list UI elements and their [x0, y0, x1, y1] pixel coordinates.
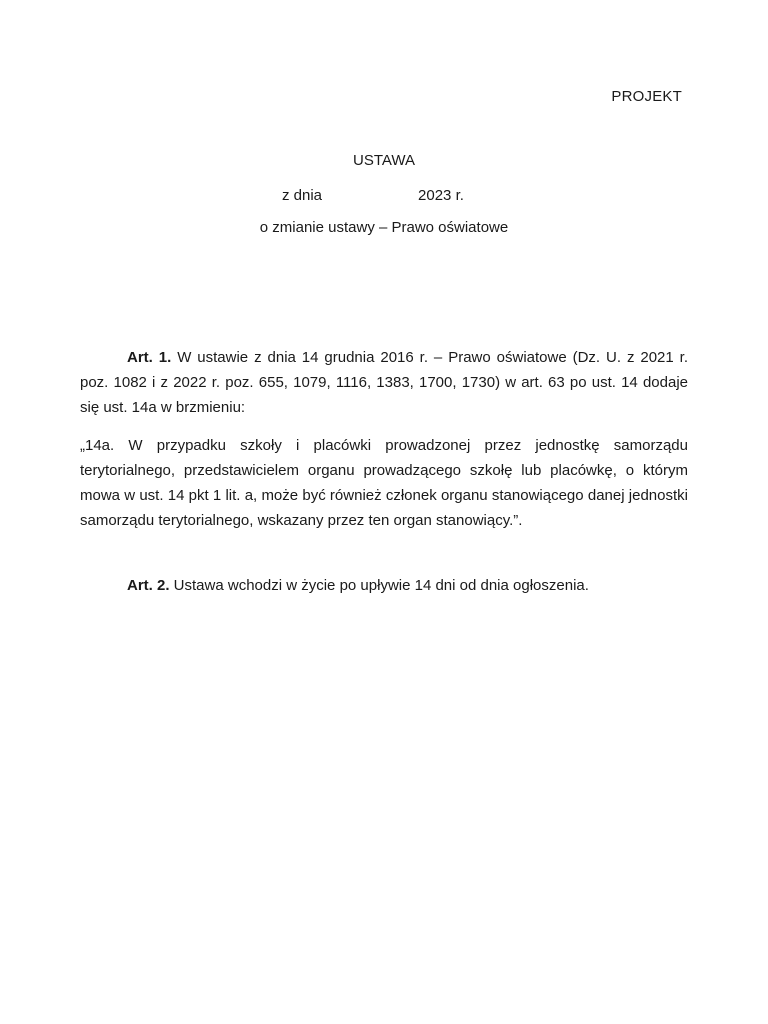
- date-line: [282, 187, 464, 204]
- document-title-text: USTAWA: [353, 152, 415, 169]
- document-subject: o zmianie ustawy – Prawo oświatowe: [259, 219, 509, 236]
- article-2-label: Art. 2.: [127, 577, 170, 594]
- article-2-text: Ustawa wchodzi w życie po upływie 14 dni od dnia ogłoszenia.: [169, 577, 589, 594]
- article-2: [80, 573, 688, 598]
- date-year: 2023 r.: [418, 187, 464, 204]
- article-1-label: Art. 1.: [127, 349, 172, 366]
- date-prefix: z dnia: [282, 187, 323, 204]
- document-title: [0, 152, 768, 169]
- draft-label: PROJEKT: [611, 88, 682, 105]
- article-1: [80, 345, 688, 420]
- article-1-text: W ustawie z dnia 14 grudnia 2016 r. – Prawo oświatowe (Dz. U. z 2021 r. poz. 1082 i z 2022 r. poz. 655, 1079, 1116, 1383, 1700, 1730) w art. 63 po ust. 14 dodaje się ust. 14a w brzmieniu:: [80, 349, 689, 416]
- article-1-quote: „14a. W przypadku szkoły i placówki prowadzonej przez jednostkę samorządu terytorialnego, przedstawicielem organu prowadzącego szkołę lub placówkę, o którym mowa w ust. 14 pkt 1 lit. a, może być również członek organu stanowiącego danej jednostki samorządu terytorialnego, wskazany przez ten organ stanowiący.”.: [80, 437, 688, 529]
